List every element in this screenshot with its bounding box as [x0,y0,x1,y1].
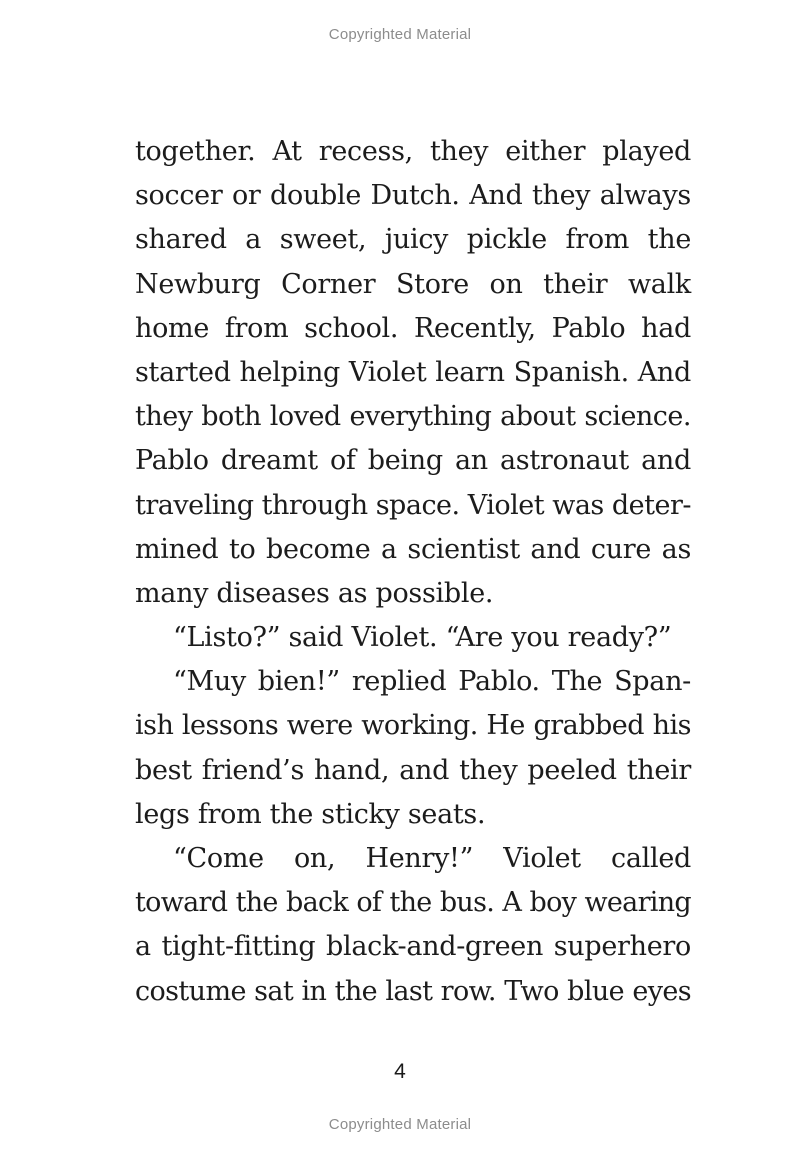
copyright-watermark-top: Copyrighted Material [328,26,472,43]
text-line: costume sat in the last row. Two blue eyes [135,975,691,1007]
body-text [135,130,691,1014]
copyright-watermark-bottom: Copyrighted Material [328,1116,472,1133]
text-line: they both loved everything about science. [135,401,691,433]
text-line: best friend’s hand, and they peeled their [135,754,691,786]
text-line: Pablo dreamt of being an astronaut and [135,445,691,477]
text-line: traveling through space. Violet was deter- [135,489,691,521]
text-line: legs from the sticky seats. [135,798,486,830]
text-line: Newburg Corner Store on their walk [135,268,691,300]
text-line: mined to become a scientist and cure as [135,533,691,565]
text-line: “Listo?” said Violet. “Are you ready?” [173,622,672,654]
text-line: shared a sweet, juicy pickle from the [135,224,691,256]
text-line: “Muy bien!” replied Pablo. The Span- [173,666,691,698]
text-line: soccer or double Dutch. And they always [135,180,691,212]
text-line: many diseases as possible. [135,577,494,609]
text-line: ish lessons were working. He grabbed his [135,710,691,742]
text-line: “Come on, Henry!” Violet called [173,843,691,874]
text-line: together. At recess, they either played [135,136,691,167]
text-line: a tight-fitting black-and-green superhero [135,931,691,963]
text-line: started helping Violet learn Spanish. And [135,356,691,388]
text-line: home from school. Recently, Pablo had [135,312,691,344]
page-number: 4 [394,1060,406,1083]
text-line: toward the back of the bus. A boy wearing [135,887,691,919]
